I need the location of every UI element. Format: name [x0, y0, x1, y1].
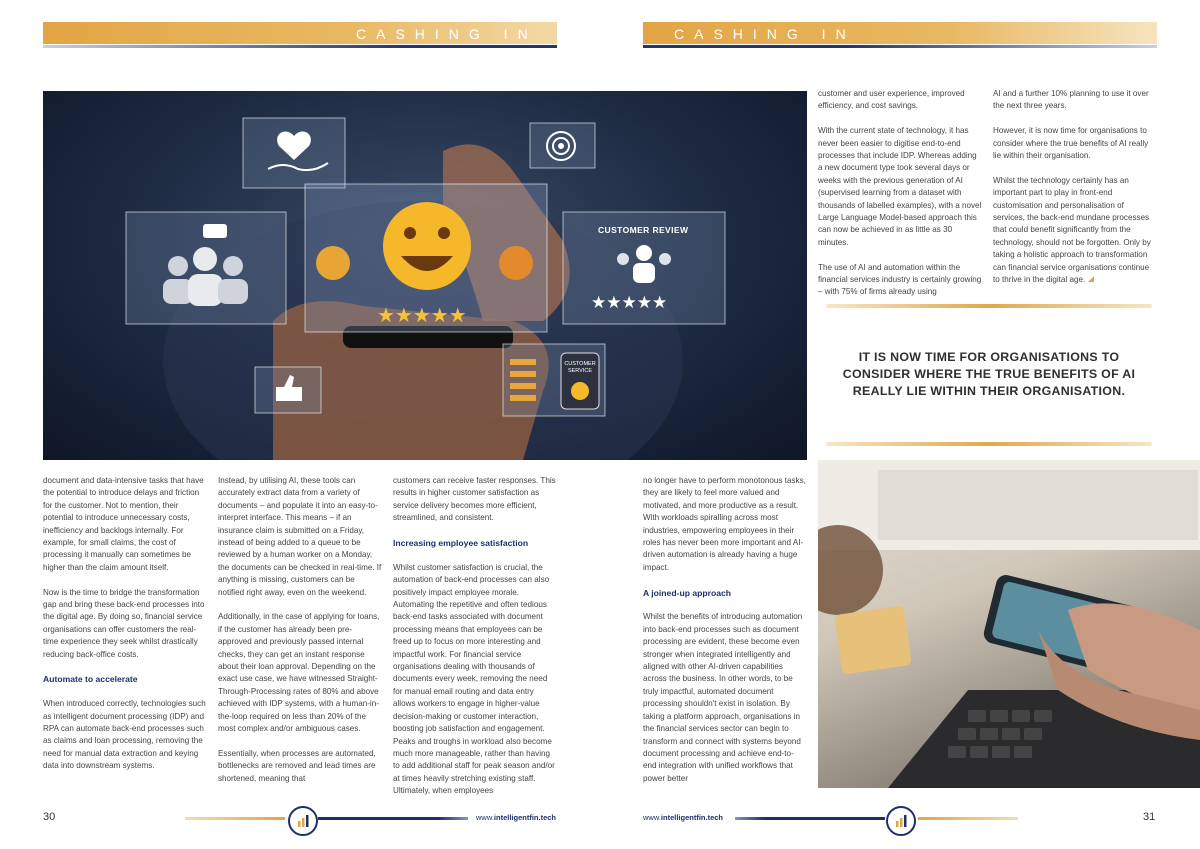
paragraph: document and data-intensive tasks that have the potential to introduce delays and friction for the customer. Not to mention, their potential to introduce unnecessary costs, inefficiency and backlogs internally. For example, for small claims, the cost of processing it manually can sometimes be higher than the claim amount itself.	[43, 476, 204, 572]
paragraph: With the current state of technology, it has never been easier to digitise end-to-end processes that include IDP. Whereas adding a new document type took several days or weeks with the previous generation of AI (supervised learning from a dataset with thousands of labelled examples), with a novel Large Language Model-based approach this can now be achieved in as little as 30 minutes.	[818, 126, 982, 247]
section-heading-employee: Increasing employee satisfaction	[393, 538, 529, 549]
header-title-left: CASHING IN	[356, 26, 538, 42]
paragraph: customer and user experience, improved efficiency, and cost savings.	[818, 89, 965, 111]
right-column-3	[643, 475, 807, 798]
paragraph: Whilst the benefits of introducing automation into back-end processes such as document processing are evident, these become even stronger when integrated intelligently and aligned with other AI-driven capabilities across the business. In other words, to be truly impactful, automated document processing shouldn't exist in isolation. By taking a platform approach, organisations in the financial services sector can begin to transform and connect with systems beyond document processing and achieve end-to-end integration with unified workflows that power better	[643, 612, 803, 783]
pull-quote: IT IS NOW TIME FOR ORGANISATIONS TO CONSIDER WHERE THE TRUE BENEFITS OF AI REALLY LIE WITHIN THEIR ORGANISATION.	[842, 350, 1136, 398]
customer-review-photo	[43, 91, 807, 460]
footer-rule-right-navy	[735, 817, 885, 820]
page-number-right: 31	[1143, 811, 1156, 823]
paragraph: The use of AI and automation within the financial services industry is certainly growing – with 75% of firms already using	[818, 262, 982, 297]
left-column-1	[43, 475, 207, 785]
paragraph: Essentially, when processes are automated, bottlenecks are removed and lead times are shortened, meaning that	[218, 748, 376, 783]
right-column-2	[993, 88, 1157, 299]
paragraph: When introduced correctly, technologies such as intelligent document processing (IDP) and RPA can automate back-end processes such as claims and loan processing, removing the need for manual data extraction and keying data into downstream systems.	[43, 699, 206, 771]
footer-rule-right-gold	[918, 817, 1018, 820]
phone-keyboard-photo	[818, 460, 1200, 788]
header-title-right: CASHING IN	[674, 26, 856, 42]
page-number-left: 30	[43, 811, 56, 823]
paragraph: Instead, by utilising AI, these tools can accurately extract data from a variety of documents – and populate it into an easy-to-interpret interface. This means – if an insurance claim is submitted on a Friday, instead of being added to a queue to be reviewed by a human worker on a Monday, the documents can be checked in real-time. If anything is missing, customers can be notified right away, even on the weekend.	[218, 476, 382, 597]
footer-url-right[interactable]: www.intelligentfin.tech	[643, 813, 724, 822]
footer-url-left[interactable]: www.intelligentfin.tech	[476, 813, 557, 822]
quote-rule-bottom	[826, 442, 1152, 446]
footer-rule-left-gold	[185, 817, 285, 820]
header-rule-right	[643, 45, 1157, 48]
paragraph: Whilst the technology certainly has an important part to play in front-end customisation and personalisation of services, the back-end mundane processes that could benefit significantly from the technology, should not be forgotten. Only by taking a holistic approach to transformation can financial service organisations continue to thrive in the digital age.	[993, 175, 1151, 285]
paragraph: no longer have to perform monotonous tasks, they are likely to feel more valued and motivated, and more productive as a result. With workloads spiralling across most industries, empowering employees in their roles has never been more important and AI-driven automation is already having a huge impact.	[643, 476, 806, 572]
svg-text:★★★★★: ★★★★★	[377, 303, 467, 327]
paragraph: AI and a further 10% planning to use it over the next three years.	[993, 89, 1149, 111]
left-column-2	[218, 475, 382, 798]
logo-icon	[886, 806, 916, 836]
customer-service-label: CUSTOMER SERVICE	[564, 361, 596, 374]
quote-rule-top	[826, 304, 1152, 308]
left-column-3	[393, 475, 557, 810]
paragraph: Now is the time to bridge the transformation gap and bring these back-end processes into the digital age. By doing so, financial service organisations can offer customers the real-time experience they seek whilst drastically reducing back-office costs.	[43, 587, 205, 659]
paragraph: Additionally, in the case of applying for loans, if the customer has already been pre-approved and previously passed internal checks, they can get an instant response about their loan approval. Depending on the exact use case, we have witnessed Straight-Through-Processing rates of 80% and above achieved with IDP systems, with a human-in-the-loop required on less than 20% of the most complex and/or ambiguous cases.	[218, 612, 380, 734]
right-column-1	[818, 88, 982, 311]
section-heading-automate: Automate to accelerate	[43, 674, 138, 685]
paragraph: customers can receive faster responses. This results in higher customer satisfaction as service delivery becomes more efficient, streamlined, and consistent.	[393, 476, 556, 523]
paragraph: However, it is now time for organisations to consider where the true benefits of AI really lie within their organisation.	[993, 126, 1149, 161]
section-heading-joined-up: A joined-up approach	[643, 587, 732, 598]
end-mark-icon	[1088, 276, 1094, 282]
svg-text:★★★★★: ★★★★★	[591, 293, 668, 313]
customer-review-label: CUSTOMER REVIEW	[598, 225, 689, 235]
footer-rule-left-navy	[318, 817, 468, 820]
header-rule-left	[43, 45, 557, 48]
paragraph: Whilst customer satisfaction is crucial, the automation of back-end processes can also positively impact employee morale. Automating the repetitive and often tedious back-end tasks associated with document processing means that employees can be freed up to focus on more interesting and impactful work. For financial service organisations dealing with thousands of documents every week, removing the need for manual email routing and data entry allows workers to engage in higher-value decision-making or customer interaction, boosting job satisfaction and engagement. Peaks and troughs in workload also become much more manageable, rather than having to add additional staff for peak season and/or at times heavily stretching existing staff. Ultimately, when employees	[393, 562, 555, 796]
logo-icon	[288, 806, 318, 836]
